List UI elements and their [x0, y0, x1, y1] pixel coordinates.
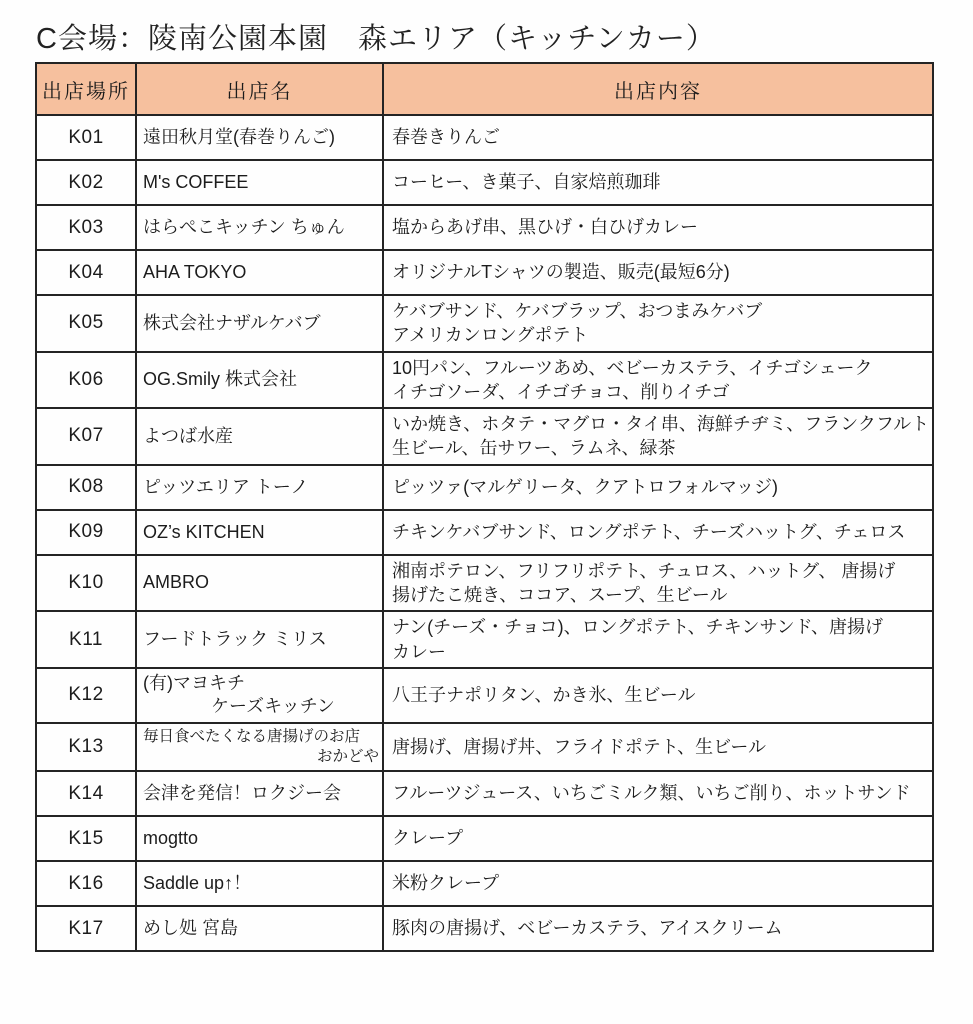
- header-row: [36, 63, 933, 115]
- booth-name-line: OG.Smily 株式会社: [143, 369, 298, 390]
- table-row: [36, 771, 933, 816]
- table-row: [36, 510, 933, 555]
- table-row: [36, 816, 933, 861]
- table-row: [36, 555, 933, 612]
- booth-content-line: 10円パン、フルーツあめ、ベビーカステラ、イチゴシェーク: [392, 357, 873, 378]
- booth-name-cell: [136, 205, 383, 250]
- table-row: [36, 115, 933, 160]
- booth-content-cell: [383, 465, 933, 510]
- booth-name-line: M's COFFEE: [143, 171, 249, 192]
- booth-content-line: 生ビール、缶サワー、ラムネ、緑茶: [392, 438, 676, 459]
- booth-content-cell: [383, 668, 933, 723]
- booth-name-cell: [136, 611, 383, 668]
- booth-id-cell: K14: [36, 771, 136, 816]
- column-header-name: 出店名: [136, 63, 383, 115]
- booth-content-cell: [383, 408, 933, 465]
- booth-name-cell: [136, 352, 383, 409]
- booth-name-line: ケーズキッチン: [211, 696, 335, 717]
- booth-id-cell: K08: [36, 465, 136, 510]
- booth-name-cell: [136, 160, 383, 205]
- booth-content-line: アメリカンロングポテト: [392, 325, 589, 346]
- table-row: [36, 295, 933, 352]
- booth-id-cell: K07: [36, 408, 136, 465]
- table-row: [36, 160, 933, 205]
- booth-content-line: チキンケバブサンド、ロングポテト、チーズハットグ、チェロス: [392, 522, 906, 543]
- booth-content-line: 豚肉の唐揚げ、ベビーカステラ、アイスクリーム: [392, 918, 783, 939]
- booth-name-line: (有)マヨキチ: [143, 672, 245, 693]
- booth-content-line: ピッツァ(マルゲリータ、クアトロフォルマッジ): [392, 477, 779, 498]
- table-row: [36, 723, 933, 771]
- booth-content-line: 米粉クレープ: [392, 873, 500, 894]
- booth-content-line: カレー: [392, 641, 446, 662]
- booth-content-cell: [383, 861, 933, 906]
- booth-id-cell: K03: [36, 205, 136, 250]
- booth-name-line: おかどや: [316, 747, 379, 765]
- booth-name-line: mogtto: [143, 827, 199, 848]
- booth-name-cell: [136, 816, 383, 861]
- booth-name-line: よつば水産: [143, 425, 233, 446]
- booth-content-cell: [383, 352, 933, 409]
- table-row: [36, 611, 933, 668]
- booth-content-line: 揚げたこ焼き、ココア、スープ、生ビール: [392, 585, 728, 606]
- booth-content-cell: [383, 510, 933, 555]
- booth-content-line: クレープ: [392, 828, 464, 849]
- booth-content-line: コーヒー、き菓子、自家焙煎珈琲: [392, 172, 661, 193]
- booth-content-cell: [383, 723, 933, 771]
- booth-name-line: ピッツエリア トーノ: [143, 476, 309, 497]
- vendor-table: [35, 62, 934, 952]
- column-header-location: 出店場所: [36, 63, 136, 115]
- booth-content-line: ナン(チーズ・チョコ)、ロングポテト、チキンサンド、唐揚げ: [392, 617, 883, 638]
- table-row: [36, 205, 933, 250]
- booth-name-cell: [136, 115, 383, 160]
- booth-content-cell: [383, 205, 933, 250]
- booth-id-cell: K11: [36, 611, 136, 668]
- booth-id-cell: K05: [36, 295, 136, 352]
- booth-id-cell: K01: [36, 115, 136, 160]
- table-row: [36, 861, 933, 906]
- booth-id-cell: K04: [36, 250, 136, 295]
- booth-content-line: 八王子ナポリタン、かき氷、生ビール: [392, 685, 696, 706]
- booth-name-cell: [136, 408, 383, 465]
- booth-content-line: 湘南ポテロン、フリフリポテト、チュロス、ハットグ、 唐揚げ: [392, 560, 896, 581]
- booth-id-cell: K09: [36, 510, 136, 555]
- booth-name-line: フードトラック ミリス: [143, 628, 327, 649]
- booth-name-cell: [136, 771, 383, 816]
- booth-content-line: オリジナルTシャツの製造、販売(最短6分): [392, 262, 730, 283]
- booth-content-cell: [383, 611, 933, 668]
- booth-content-line: ケバブサンド、ケバブラップ、おつまみケバブ: [392, 301, 763, 321]
- booth-name-cell: [136, 723, 383, 771]
- booth-content-line: 塩からあげ串、黒ひげ・白ひげカレー: [392, 217, 698, 238]
- table-row: [36, 465, 933, 510]
- booth-name-line: めし処 宮島: [143, 917, 239, 938]
- booth-content-line: フルーツジュース、いちごミルク類、いちご削り、ホットサンド: [392, 783, 911, 804]
- booth-name-cell: [136, 250, 383, 295]
- booth-content-line: イチゴソーダ、イチゴチョコ、削りイチゴ: [392, 381, 730, 402]
- booth-content-cell: [383, 115, 933, 160]
- booth-name-line: Saddle up↑！: [143, 872, 252, 893]
- table-row: [36, 250, 933, 295]
- booth-content-line: いか焼き、ホタテ・マグロ・タイ串、海鮮チヂミ、フランクフルト: [392, 414, 930, 435]
- column-header-content: 出店内容: [383, 63, 933, 115]
- booth-name-cell: [136, 668, 383, 723]
- booth-content-line: 春巻きりんご: [392, 127, 500, 148]
- booth-name-line: AMBRO: [143, 572, 210, 593]
- booth-name-line: 毎日食べたくなる唐揚げのお店: [143, 727, 361, 745]
- booth-id-cell: K02: [36, 160, 136, 205]
- booth-name-cell: [136, 906, 383, 951]
- booth-name-line: はらぺこキッチン ちゅん: [143, 216, 345, 237]
- booth-name-cell: [136, 861, 383, 906]
- booth-name-line: 株式会社ナザルケバブ: [143, 312, 321, 333]
- booth-content-cell: [383, 555, 933, 612]
- booth-id-cell: K12: [36, 668, 136, 723]
- booth-id-cell: K15: [36, 816, 136, 861]
- booth-id-cell: K16: [36, 861, 136, 906]
- booth-content-cell: [383, 771, 933, 816]
- booth-content-cell: [383, 250, 933, 295]
- booth-content-cell: [383, 160, 933, 205]
- booth-content-cell: [383, 295, 933, 352]
- booth-name-cell: [136, 465, 383, 510]
- booth-content-cell: [383, 906, 933, 951]
- vendor-table-header: [36, 63, 933, 115]
- booth-name-cell: [136, 510, 383, 555]
- table-row: [36, 668, 933, 723]
- booth-id-cell: K06: [36, 352, 136, 409]
- table-row: [36, 408, 933, 465]
- booth-content-line: 唐揚げ、唐揚げ丼、フライドポテト、生ビール: [392, 736, 767, 757]
- booth-name-cell: [136, 555, 383, 612]
- booth-id-cell: K17: [36, 906, 136, 951]
- booth-name-line: AHA TOKYO: [143, 261, 247, 282]
- booth-name-line: 会津を発信！ロクジー会: [143, 782, 341, 803]
- page-title: C会場：陵南公園本園 森エリア（キッチンカー）: [36, 23, 716, 55]
- booth-name-cell: [136, 295, 383, 352]
- booth-id-cell: K10: [36, 555, 136, 612]
- vendor-table-body: [36, 115, 933, 951]
- table-row: [36, 352, 933, 409]
- booth-name-line: OZ’s KITCHEN: [143, 521, 265, 542]
- table-row: [36, 906, 933, 951]
- booth-content-cell: [383, 816, 933, 861]
- booth-id-cell: K13: [36, 723, 136, 771]
- booth-name-line: 遠田秋月堂(春巻りんご): [143, 126, 335, 147]
